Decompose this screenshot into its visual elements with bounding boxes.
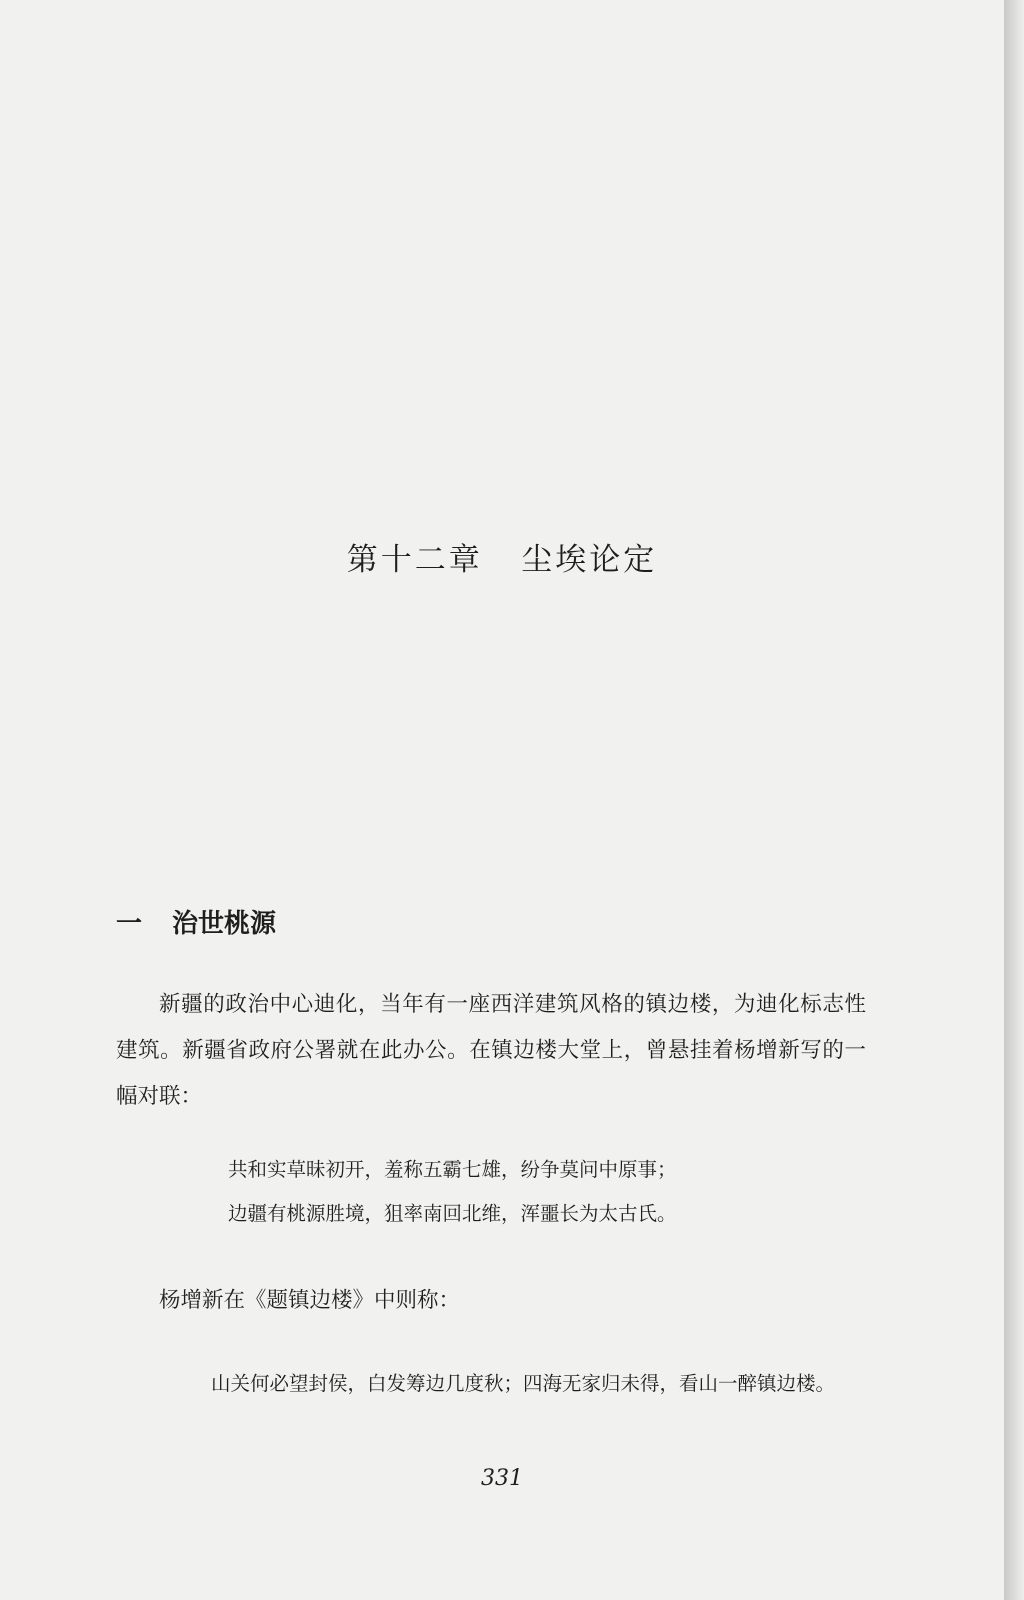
section-heading: [116, 903, 276, 940]
chapter-title: 第十二章 尘埃论定: [346, 542, 658, 578]
couplet-line: 边疆有桃源胜境，狙率南回北维，浑噩长为太古氏。: [228, 1202, 677, 1225]
section-title: 治世桃源: [172, 909, 277, 939]
couplet-quote: [228, 1148, 888, 1236]
section-number: 一: [116, 909, 143, 939]
poem-quote: 山关何必望封侯，白发筹边几度秋；四海无家归未得，看山一醉镇边楼。: [211, 1372, 836, 1395]
couplet-line: 共和实草昧初开，羞称五霸七雄，纷争莫问中原事；: [228, 1158, 677, 1181]
body-paragraph: 杨增新在《题镇边楼》中则称：: [159, 1288, 461, 1313]
page-number: 331: [481, 1466, 523, 1491]
body-paragraph: 新疆的政治中心迪化，当年有一座西洋建筑风格的镇边楼，为迪化标志性建筑。新疆省政府公署就在此办公。在镇边楼大堂上，曾悬挂着杨增新写的一幅对联：: [116, 992, 866, 1109]
page-edge-shadow: [1004, 0, 1024, 1600]
